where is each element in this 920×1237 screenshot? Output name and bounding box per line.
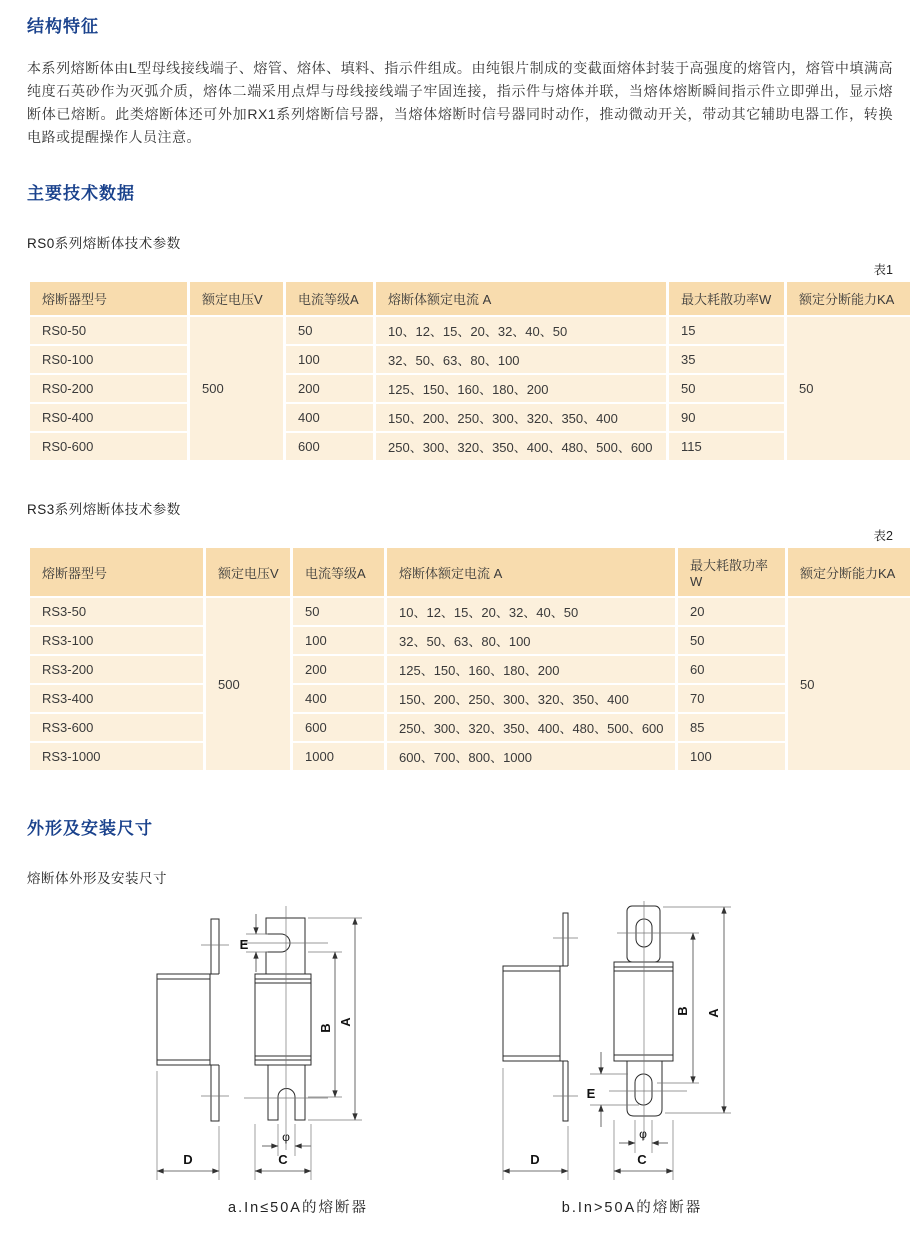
cell-current-class: 400	[286, 404, 373, 431]
section-title-structure: 结构特征	[27, 17, 99, 36]
cell-model: RS0-400	[30, 404, 187, 431]
cell-model: RS3-600	[30, 714, 203, 741]
cell-max-power: 70	[678, 685, 785, 712]
cell-rated-currents: 250、300、320、350、400、480、500、600	[387, 714, 675, 741]
cell-max-power: 100	[678, 743, 785, 770]
cell-current-class: 100	[286, 346, 373, 373]
table2-subtitle: RS3系列熔断体技术参数	[27, 502, 181, 517]
table-rs3	[27, 546, 913, 772]
col-header-current-class: 电流等级A	[286, 282, 373, 315]
cell-max-power: 60	[678, 656, 785, 683]
cell-model: RS0-600	[30, 433, 187, 460]
dim-label-b: B	[318, 1023, 333, 1033]
table-rs0	[27, 280, 913, 462]
col-header-breaking-capacity: 额定分断能力KA	[788, 548, 910, 596]
table2-label: 表2	[873, 529, 893, 543]
figure-a	[133, 901, 463, 1217]
table-row	[30, 317, 910, 344]
col-header-voltage: 额定电压V	[190, 282, 283, 315]
table-header-row	[30, 282, 910, 315]
col-header-rated-current: 熔断体额定电流 A	[387, 548, 675, 596]
figure-a-side-view	[157, 919, 229, 1180]
figures-row	[27, 901, 893, 1217]
dim-label-c: C	[278, 1152, 288, 1167]
table-header-row	[30, 548, 910, 596]
section-title-tech-data: 主要技术数据	[27, 184, 135, 203]
cell-rated-currents: 150、200、250、300、320、350、400	[387, 685, 675, 712]
figure-b	[477, 901, 787, 1217]
cell-current-class: 200	[286, 375, 373, 402]
cell-model: RS3-400	[30, 685, 203, 712]
cell-current-class: 1000	[293, 743, 384, 770]
figure-a-front-view	[240, 906, 362, 1180]
cell-model: RS3-1000	[30, 743, 203, 770]
col-header-rated-current: 熔断体额定电流 A	[376, 282, 666, 315]
cell-current-class: 50	[293, 598, 384, 625]
table1-label: 表1	[873, 263, 893, 277]
table-row	[30, 598, 910, 625]
dim-label-b: B	[675, 1006, 690, 1016]
cell-model: RS0-100	[30, 346, 187, 373]
cell-max-power: 115	[669, 433, 784, 460]
cell-rated-currents: 32、50、63、80、100	[376, 346, 666, 373]
col-header-model: 熔断器型号	[30, 548, 203, 596]
cell-rated-voltage: 500	[190, 317, 283, 460]
cell-current-class: 400	[293, 685, 384, 712]
cell-current-class: 600	[293, 714, 384, 741]
table-row	[30, 346, 910, 373]
table-row	[30, 375, 910, 402]
dim-label-phi: φ	[282, 1130, 290, 1144]
col-header-model: 熔断器型号	[30, 282, 187, 315]
table1-subtitle: RS0系列熔断体技术参数	[27, 236, 181, 251]
dimensions-subtitle: 熔断体外形及安装尺寸	[27, 871, 167, 886]
figure-a-caption: a.In≤50A的熔断器	[228, 1200, 368, 1216]
dim-label-a: A	[706, 1008, 721, 1018]
table-row	[30, 656, 910, 683]
cell-rated-currents: 32、50、63、80、100	[387, 627, 675, 654]
cell-rated-currents: 600、700、800、1000	[387, 743, 675, 770]
cell-current-class: 100	[293, 627, 384, 654]
table-row	[30, 743, 910, 770]
structure-paragraph: 本系列熔断体由L型母线接线端子、熔管、熔体、填料、指示件组成。由纯银片制成的变截面熔体封装于高强度的熔管内，熔管中填满高纯度石英砂作为灭弧介质，熔体二端采用点焊与母线接线端子牢固连接，指示件与熔体并联，当熔体熔断瞬间指示件立即弹出，显示熔断体已熔断。此类熔断体还可外加RX1系列熔断信号器，当熔体熔断时信号器同时动作，推动微动开关，带动其它辅助电器工作，转换电路或提醒操作人员注意。	[27, 60, 893, 145]
col-header-max-power: 最大耗散功率W	[669, 282, 784, 315]
cell-model: RS3-200	[30, 656, 203, 683]
cell-max-power: 85	[678, 714, 785, 741]
cell-rated-voltage: 500	[206, 598, 290, 770]
cell-current-class: 50	[286, 317, 373, 344]
cell-breaking-capacity: 50	[787, 317, 910, 460]
cell-rated-currents: 125、150、160、180、200	[387, 656, 675, 683]
cell-model: RS0-200	[30, 375, 187, 402]
col-header-current-class: 电流等级A	[293, 548, 384, 596]
col-header-max-power: 最大耗散功率W	[678, 548, 785, 596]
dim-label-e: E	[239, 937, 249, 952]
figure-a-drawing	[133, 901, 463, 1192]
table-row	[30, 685, 910, 712]
figure-b-drawing	[477, 901, 787, 1192]
figure-b-front-view	[587, 901, 731, 1180]
col-header-breaking-capacity: 额定分断能力KA	[787, 282, 910, 315]
figure-b-side-view	[503, 913, 578, 1180]
cell-max-power: 90	[669, 404, 784, 431]
table-row	[30, 714, 910, 741]
cell-max-power: 50	[678, 627, 785, 654]
cell-model: RS0-50	[30, 317, 187, 344]
col-header-voltage: 额定电压V	[206, 548, 290, 596]
cell-max-power: 35	[669, 346, 784, 373]
table-row	[30, 404, 910, 431]
dim-label-c: C	[637, 1152, 647, 1167]
cell-model: RS3-50	[30, 598, 203, 625]
dim-label-e: E	[586, 1086, 596, 1101]
cell-model: RS3-100	[30, 627, 203, 654]
cell-current-class: 600	[286, 433, 373, 460]
cell-rated-currents: 125、150、160、180、200	[376, 375, 666, 402]
figure-b-caption: b.In>50A的熔断器	[561, 1200, 703, 1216]
cell-rated-currents: 150、200、250、300、320、350、400	[376, 404, 666, 431]
cell-max-power: 15	[669, 317, 784, 344]
cell-breaking-capacity: 50	[788, 598, 910, 770]
dim-label-d: D	[183, 1152, 193, 1167]
table-row	[30, 627, 910, 654]
cell-rated-currents: 10、12、15、20、32、40、50	[376, 317, 666, 344]
cell-rated-currents: 250、300、320、350、400、480、500、600	[376, 433, 666, 460]
dim-label-phi: φ	[639, 1127, 647, 1141]
section-title-dimensions: 外形及安装尺寸	[27, 819, 153, 838]
cell-max-power: 20	[678, 598, 785, 625]
dim-label-a: A	[338, 1017, 353, 1027]
cell-current-class: 200	[293, 656, 384, 683]
cell-rated-currents: 10、12、15、20、32、40、50	[387, 598, 675, 625]
cell-max-power: 50	[669, 375, 784, 402]
table-row	[30, 433, 910, 460]
dim-label-d: D	[530, 1152, 540, 1167]
